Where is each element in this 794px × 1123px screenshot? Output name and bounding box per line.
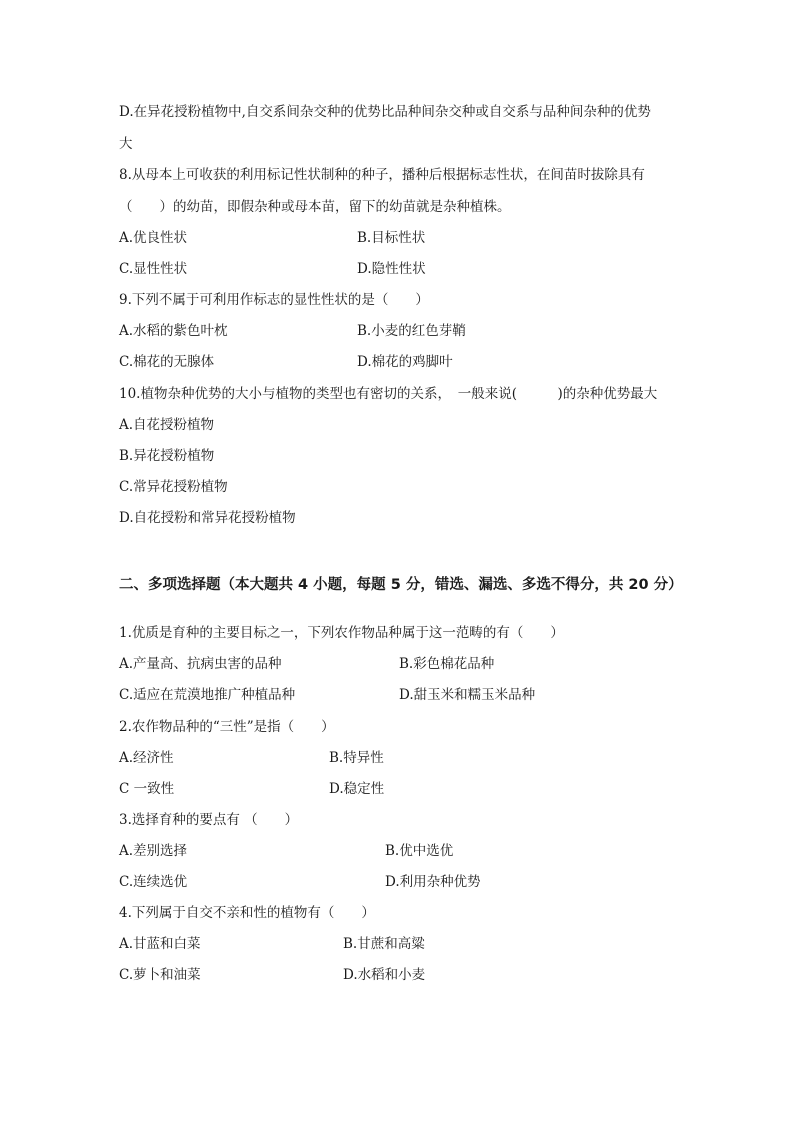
mq1-stem: 1.优质是育种的主要目标之一，下列农作物品种属于这一范畴的有（ ） bbox=[119, 625, 564, 641]
mq2-option-a[interactable]: A.经济性 bbox=[119, 750, 174, 766]
q10-option-a[interactable]: A.自花授粉植物 bbox=[119, 417, 215, 433]
mq1-option-b[interactable]: B.彩色棉花品种 bbox=[399, 656, 495, 672]
mq4-option-c[interactable]: C.萝卜和油菜 bbox=[119, 967, 201, 983]
mq4-option-b[interactable]: B.甘蔗和高粱 bbox=[343, 936, 425, 952]
q10-option-d[interactable]: D.自花授粉和常异花授粉植物 bbox=[119, 510, 296, 526]
q9-option-c[interactable]: C.棉花的无腺体 bbox=[119, 354, 215, 370]
q9-option-b[interactable]: B.小麦的红色芽鞘 bbox=[357, 323, 466, 339]
mq2-stem: 2.农作物品种的“三性”是指（ ） bbox=[119, 719, 335, 735]
q10-option-b[interactable]: B.异花授粉植物 bbox=[119, 448, 215, 464]
mq1-option-d[interactable]: D.甜玉米和糯玉米品种 bbox=[399, 687, 536, 703]
q8-option-a[interactable]: A.优良性状 bbox=[119, 230, 188, 246]
q8-stem-line1: 8.从母本上可收获的利用标记性状制种的种子，播种后根据标志性状，在间苗时拔除具有 bbox=[119, 167, 645, 183]
mq1-option-a[interactable]: A.产量高、抗病虫害的品种 bbox=[119, 656, 282, 672]
mq2-option-b[interactable]: B.特异性 bbox=[329, 750, 384, 766]
q9-stem: 9.下列不属于可利用作标志的显性性状的是（ ） bbox=[119, 292, 429, 308]
q8-stem-line2: （ ）的幼苗，即假杂种或母本苗，留下的幼苗就是杂种植株。 bbox=[119, 199, 511, 215]
q7-option-d-line2: 大 bbox=[119, 136, 133, 152]
mq3-option-b[interactable]: B.优中选优 bbox=[385, 843, 454, 859]
q9-option-a[interactable]: A.水稻的紫色叶枕 bbox=[119, 323, 228, 339]
mq3-option-d[interactable]: D.利用杂种优势 bbox=[385, 874, 481, 890]
q10-stem: 10.植物杂种优势的大小与植物的类型也有密切的关系， 一般来说( )的杂种优势最大 bbox=[119, 386, 658, 402]
mq1-option-c[interactable]: C.适应在荒漠地推广种植品种 bbox=[119, 687, 296, 703]
mq3-option-c[interactable]: C.连续选优 bbox=[119, 874, 188, 890]
mq2-option-d[interactable]: D.稳定性 bbox=[329, 781, 385, 797]
q8-option-b[interactable]: B.目标性状 bbox=[357, 230, 426, 246]
q10-option-c[interactable]: C.常异花授粉植物 bbox=[119, 479, 228, 495]
section-title-multiple-choice: 二、多项选择题（本大题共 4 小题，每题 5 分，错选、漏选、多选不得分，共 20 分） bbox=[119, 577, 683, 593]
mq4-option-d[interactable]: D.水稻和小麦 bbox=[343, 967, 426, 983]
mq4-stem: 4.下列属于自交不亲和性的植物有（ ） bbox=[119, 905, 375, 921]
mq4-option-a[interactable]: A.甘蓝和白菜 bbox=[119, 936, 201, 952]
q8-option-c[interactable]: C.显性性状 bbox=[119, 261, 188, 277]
mq2-option-c[interactable]: C 一致性 bbox=[119, 781, 175, 797]
q9-option-d[interactable]: D.棉花的鸡脚叶 bbox=[357, 354, 453, 370]
q7-option-d-line1: D.在异花授粉植物中,自交系间杂交种的优势比品种间杂交种或自交系与品种间杂种的优势 bbox=[119, 104, 651, 120]
mq3-option-a[interactable]: A.差别选择 bbox=[119, 843, 188, 859]
q8-option-d[interactable]: D.隐性性状 bbox=[357, 261, 426, 277]
mq3-stem: 3.选择育种的要点有 （ ） bbox=[119, 812, 299, 828]
